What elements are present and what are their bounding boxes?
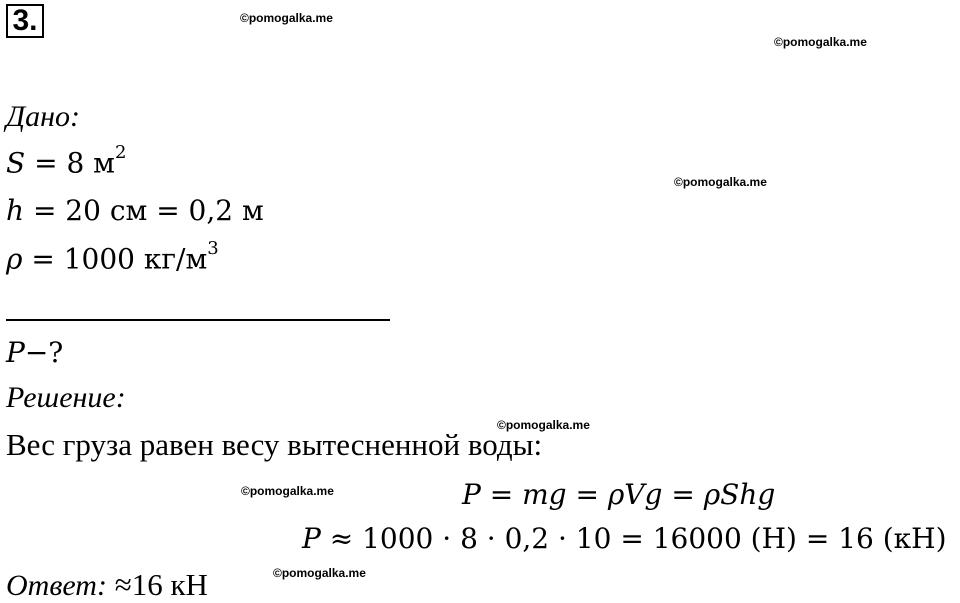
problem-number: 3. — [6, 4, 44, 38]
answer-label: Ответ: — [6, 569, 107, 602]
watermark: ©pomogalka.me — [497, 418, 590, 432]
formula-weight: P = mg = ρVg = ρShg — [462, 478, 776, 511]
var-h: h — [6, 194, 25, 227]
watermark: ©pomogalka.me — [774, 35, 867, 49]
watermark: ©pomogalka.me — [674, 175, 767, 189]
solution-heading: Решение: — [6, 381, 126, 414]
given-heading: Дано: — [6, 100, 80, 133]
calculation-value: ≈ 1000 · 8 · 0,2 · 10 = 16000 (Н) = 16 (кН) — [320, 522, 947, 555]
var-s: S — [6, 146, 26, 180]
given-density — [6, 238, 219, 276]
given-divider — [6, 319, 390, 321]
answer-value: ≈16 кН — [106, 567, 208, 602]
find-question: −? — [24, 336, 64, 369]
var-p-calc: P — [302, 522, 321, 555]
var-p: P — [6, 336, 25, 369]
density-exponent: 3 — [207, 238, 219, 259]
given-height — [6, 194, 264, 227]
density-value: = 1000 кг/м — [22, 242, 208, 276]
given-area — [6, 142, 127, 180]
watermark: ©pomogalka.me — [241, 484, 334, 498]
watermark: ©pomogalka.me — [240, 11, 333, 25]
var-rho: ρ — [6, 242, 23, 276]
area-exponent: 2 — [114, 142, 127, 163]
area-value: = 8 м — [25, 146, 115, 180]
answer-line — [6, 567, 208, 603]
solution-text: Вес груза равен весу вытесненной воды: — [6, 427, 543, 462]
height-value: = 20 см = 0,2 м — [24, 194, 264, 227]
watermark: ©pomogalka.me — [273, 566, 366, 580]
formula-calculation — [302, 522, 947, 555]
find-line — [6, 336, 63, 369]
